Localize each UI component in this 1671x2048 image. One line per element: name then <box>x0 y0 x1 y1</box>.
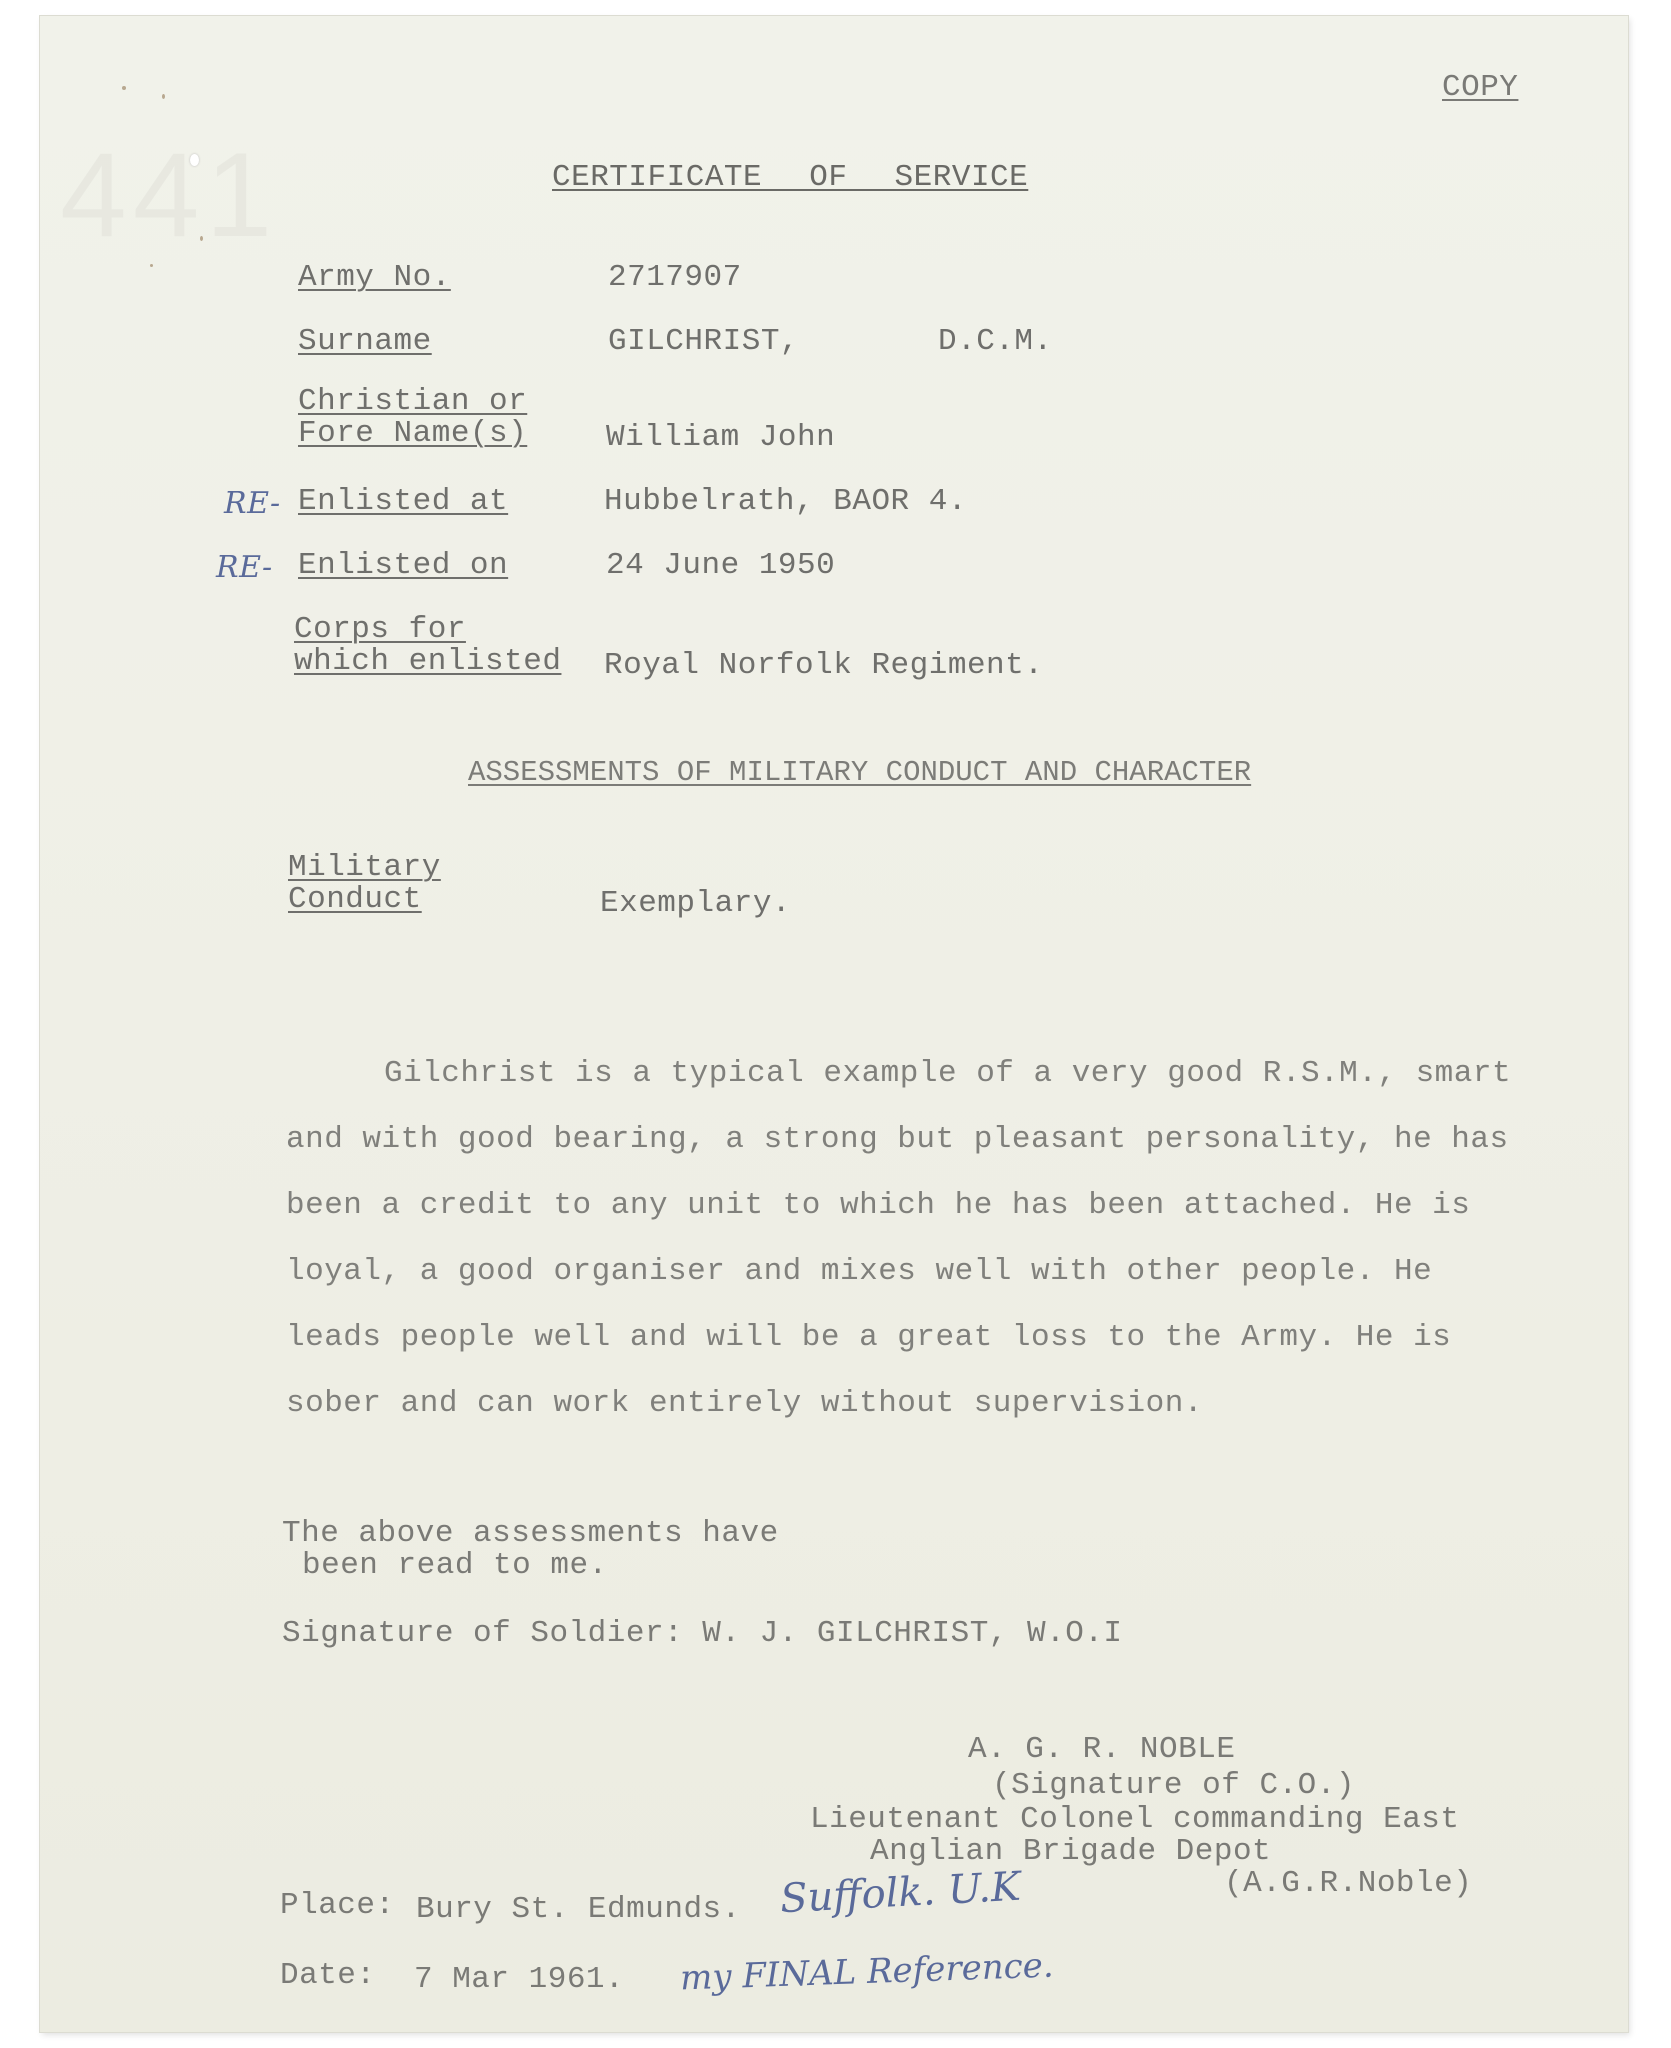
paper-speck <box>190 154 199 166</box>
embossed-ghost-mark <box>60 126 278 264</box>
place-handwritten-note: Suffolk. U.K <box>778 1863 1022 1923</box>
date-handwritten-note: my FINAL Reference. <box>679 1945 1055 1999</box>
label-army-no: Army No. <box>298 260 451 295</box>
label-forenames-line-1: Christian or <box>298 384 528 419</box>
label-forenames-line-2: Fore Name(s) <box>298 416 528 451</box>
label-forenames <box>298 386 527 450</box>
paper-speck <box>150 264 153 267</box>
co-name-parenthetical: (A.G.R.Noble) <box>1224 1866 1473 1901</box>
co-name: A. G. R. NOBLE <box>968 1732 1236 1767</box>
value-enlisted-on: 24 June 1950 <box>606 548 836 583</box>
value-army-no: 2717907 <box>608 260 742 295</box>
character-line-2: and with good bearing, a strong but pleasant personality, he has <box>286 1122 1509 1157</box>
paper-speck <box>200 236 203 241</box>
label-corps <box>294 614 561 678</box>
character-line-5: leads people well and will be a great loss to the Army. He is <box>286 1320 1452 1355</box>
handwritten-prefix-re: RE- <box>224 486 281 521</box>
date-label: Date: <box>280 1958 376 1993</box>
value-enlisted-at: Hubbelrath, BAOR 4. <box>604 484 967 519</box>
value-corps: Royal Norfolk Regiment. <box>604 648 1044 683</box>
label-corps-line-2: which enlisted <box>294 644 562 679</box>
value-surname-honour: D.C.M. <box>938 324 1053 359</box>
label-military-conduct-line-2: Conduct <box>288 882 422 917</box>
document-title: CERTIFICATE OF SERVICE <box>552 160 1029 195</box>
label-military-conduct-line-1: Military <box>288 850 441 885</box>
label-surname: Surname <box>298 324 432 359</box>
paper-speck <box>122 86 126 90</box>
character-line-4: loyal, a good organiser and mixes well with other people. He <box>286 1254 1433 1289</box>
co-title-line-1: Lieutenant Colonel commanding East <box>810 1802 1460 1837</box>
character-line-1: Gilchrist is a typical example of a very good R.S.M., smart <box>384 1056 1512 1091</box>
soldier-signature: Signature of Soldier: W. J. GILCHRIST, W.O.I <box>282 1616 1123 1651</box>
character-line-3: been a credit to any unit to which he has been attached. He is <box>286 1188 1471 1223</box>
date-value: 7 Mar 1961. <box>414 1962 625 1997</box>
value-forenames: William John <box>606 420 836 455</box>
value-military-conduct: Exemplary. <box>600 886 792 921</box>
place-value: Bury St. Edmunds. <box>416 1892 741 1927</box>
co-signature-note: (Signature of C.O.) <box>992 1768 1355 1803</box>
value-surname: GILCHRIST, <box>608 324 800 359</box>
label-enlisted-on: Enlisted on <box>298 548 509 583</box>
acknowledgement-line-1: The above assessments have <box>282 1516 779 1551</box>
label-enlisted-at: Enlisted at <box>298 484 509 519</box>
co-title-line-2: Anglian Brigade Depot <box>870 1834 1272 1869</box>
handwritten-prefix-re: RE- <box>216 550 273 585</box>
label-corps-line-1: Corps for <box>294 612 466 647</box>
character-line-6: sober and can work entirely without supervision. <box>286 1386 1203 1421</box>
place-label: Place: <box>280 1888 395 1923</box>
copy-mark: COPY <box>1442 70 1519 105</box>
paper-speck <box>162 94 165 99</box>
acknowledgement-line-2: been read to me. <box>302 1548 608 1583</box>
label-military-conduct <box>288 852 441 916</box>
assessments-heading: ASSESSMENTS OF MILITARY CONDUCT AND CHARACTER <box>468 756 1252 789</box>
document-page <box>40 16 1628 2032</box>
